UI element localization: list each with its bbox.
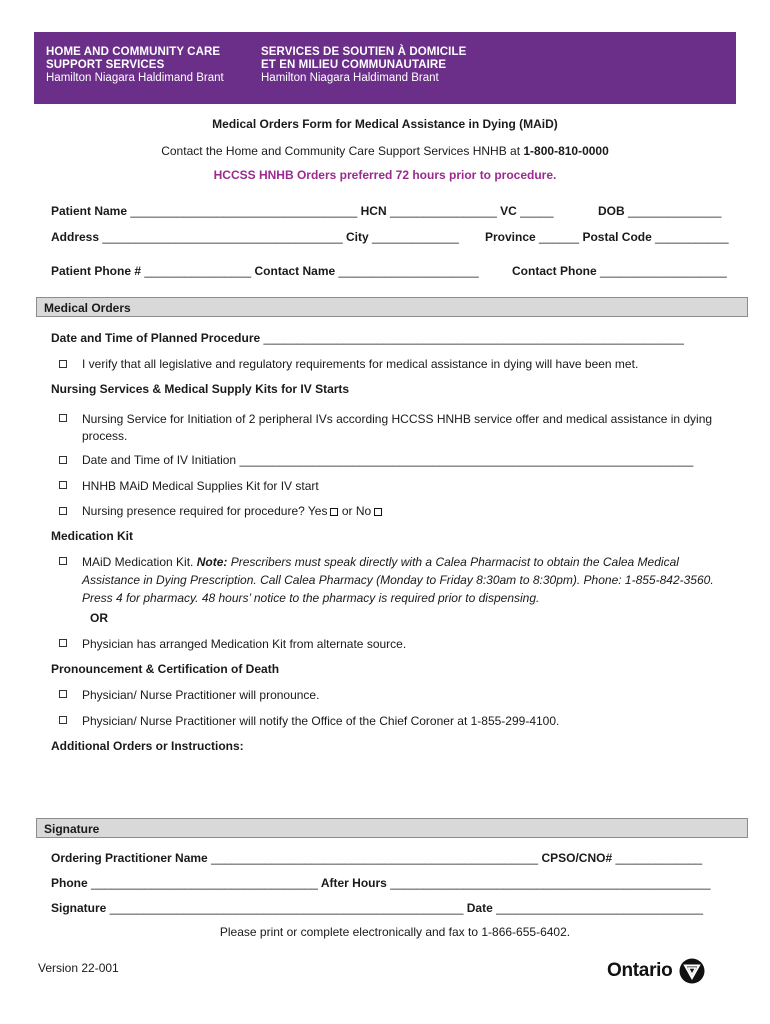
medication-kit-line1 [82, 555, 679, 569]
address-input[interactable]: ____________________________________ [102, 230, 343, 244]
banner-english [46, 46, 224, 85]
practitioner-row [51, 851, 702, 865]
signature-header [36, 818, 748, 838]
preferred-note: HCCSS HNHB Orders preferred 72 hours prior to procedure. [213, 168, 557, 182]
note-line1: Prescribers must speak directly with a Calea Pharmacist to obtain the Calea Medical [227, 555, 679, 569]
verify-checkbox[interactable] [59, 360, 67, 368]
banner-fr-line1: SERVICES DE SOUTIEN À DOMICILE [261, 46, 467, 58]
yes-checkbox[interactable] [330, 508, 338, 516]
ontario-wordmark: Ontario [607, 960, 673, 981]
note-line3: Press 4 for pharmacy. 48 hours’ notice to the pharmacy is required prior to dispensing. [82, 591, 540, 605]
province-row [485, 230, 729, 244]
after-hours-label: After Hours [320, 876, 387, 890]
date-label: Date [466, 901, 493, 915]
nursing-service-checkbox[interactable] [59, 414, 67, 422]
fax-note: Please print or complete electronically and fax to 1-866-655-6402. [219, 925, 571, 939]
signature-row [51, 901, 703, 915]
signature-label: Signature [51, 901, 107, 915]
pronounce-text: Physician/ Nurse Practitioner will pronounce. [82, 688, 320, 702]
banner-en-line1: HOME AND COMMUNITY CARE [46, 46, 221, 58]
supplies-kit-checkbox[interactable] [59, 481, 67, 489]
no-checkbox[interactable] [374, 508, 382, 516]
practitioner-input[interactable]: _________________________________________________ [211, 851, 539, 865]
patient-name-input[interactable]: __________________________________ [130, 204, 358, 218]
contact-phone-input[interactable]: ___________________ [600, 264, 727, 278]
banner-en-line3: Hamilton Niagara Haldimand Brant [46, 72, 224, 84]
contact-phone-label: Contact Phone [512, 264, 597, 278]
city-label: City [345, 230, 369, 244]
nursing-service-line2: process. [82, 429, 128, 443]
note-label: Note: [196, 555, 228, 569]
ontario-logo [607, 958, 705, 984]
dob-label: DOB [598, 204, 625, 218]
pronouncement-heading: Pronouncement & Certification of Death [51, 662, 280, 676]
note-text [197, 555, 679, 569]
alternate-source-text: Physician has arranged Medication Kit from alternate source. [82, 637, 407, 651]
coroner-checkbox[interactable] [59, 716, 67, 724]
planned-procedure-label: Date and Time of Planned Procedure [51, 331, 261, 345]
additional-orders-heading: Additional Orders or Instructions: [51, 739, 244, 753]
additional-orders-area[interactable] [51, 757, 741, 812]
hcn-input[interactable]: ________________ [389, 204, 497, 218]
dob-row [598, 204, 721, 218]
med-kit-label: MAiD Medication Kit. [82, 555, 197, 569]
or-text: OR [90, 611, 108, 625]
phone-sig-input[interactable]: __________________________________ [91, 876, 318, 890]
contact-text: Contact the Home and Community Care Support Services HNHB at [161, 144, 524, 158]
contact-name-label: Contact Name [254, 264, 336, 278]
nursing-presence-text: Nursing presence required for procedure? Yes [82, 504, 328, 518]
province-input[interactable]: ______ [539, 230, 580, 244]
or-no-text: or No [341, 504, 372, 518]
province-label: Province [485, 230, 536, 244]
nursing-presence-checkbox[interactable] [59, 507, 67, 515]
version-label: Version 22-001 [38, 961, 119, 975]
patient-phone-input[interactable]: ________________ [144, 264, 252, 278]
phone-row [51, 264, 479, 278]
verify-text: I verify that all legislative and regulatory requirements for medical assistance in dying will have been met. [82, 357, 639, 371]
signature-title: Signature [44, 822, 100, 836]
iv-initiation-label: Date and Time of IV Initiation [82, 453, 237, 467]
practitioner-label: Ordering Practitioner Name [51, 851, 208, 865]
signature-input[interactable]: _____________________________________________________ [109, 901, 464, 915]
vc-input[interactable]: _____ [520, 204, 554, 218]
planned-procedure-input[interactable]: _______________________________________________________________ [263, 331, 684, 345]
contact-phone-row [512, 264, 727, 278]
header-banner [34, 32, 736, 104]
cpso-input[interactable]: _____________ [615, 851, 703, 865]
supplies-kit-text: HNHB MAiD Medical Supplies Kit for IV start [82, 479, 319, 493]
coroner-text: Physician/ Nurse Practitioner will notify the Office of the Chief Coroner at 1-855-299-4100. [82, 714, 560, 728]
nursing-service-line1: Nursing Service for Initiation of 2 peripheral IVs according HCCSS HNHB service offer and medical assistance in dying [82, 412, 713, 426]
iv-initiation-row [82, 453, 693, 467]
address-row [51, 230, 459, 244]
nursing-heading: Nursing Services & Medical Supply Kits for IV Starts [51, 382, 350, 396]
city-input[interactable]: _____________ [372, 230, 459, 244]
iv-initiation-checkbox[interactable] [59, 456, 67, 464]
banner-fr-line3: Hamilton Niagara Haldimand Brant [261, 72, 439, 84]
date-input[interactable]: _______________________________ [496, 901, 703, 915]
trillium-icon [679, 958, 705, 984]
postal-label: Postal Code [582, 230, 652, 244]
address-label: Address [51, 230, 100, 244]
iv-initiation-input[interactable]: ____________________________________________________________________ [239, 453, 694, 467]
after-hours-input[interactable]: ________________________________________________ [390, 876, 711, 890]
planned-procedure-row [51, 331, 684, 345]
postal-input[interactable]: ___________ [655, 230, 729, 244]
medication-kit-checkbox[interactable] [59, 557, 67, 565]
contact-name-input[interactable]: _____________________ [338, 264, 479, 278]
nursing-presence-row [82, 504, 382, 518]
patient-phone-label: Patient Phone # [51, 264, 142, 278]
banner-en-line2: SUPPORT SERVICES [46, 59, 165, 71]
hcn-label: HCN [360, 204, 387, 218]
medication-heading: Medication Kit [51, 529, 134, 543]
medical-orders-title: Medical Orders [44, 301, 131, 315]
cpso-label: CPSO/CNO# [541, 851, 613, 865]
banner-fr-line2: ET EN MILIEU COMMUNAUTAIRE [261, 59, 447, 71]
medical-orders-header [36, 297, 748, 317]
phone-sig-label: Phone [51, 876, 88, 890]
note-line2: Assistance in Dying Prescription. Call Calea Pharmacy (Monday to Friday 8:30am to 8:30pm). Phone: 1-855-842-3560. [82, 573, 714, 587]
banner-french [261, 46, 466, 85]
vc-label: VC [500, 204, 517, 218]
pronounce-checkbox[interactable] [59, 690, 67, 698]
contact-phone: 1-800-810-0000 [523, 144, 609, 158]
phone-sig-row [51, 876, 711, 890]
form-title: Medical Orders Form for Medical Assistance in Dying (MAiD) [212, 117, 558, 131]
patient-name-row [51, 204, 554, 218]
contact-line [0, 144, 770, 158]
patient-name-label: Patient Name [51, 204, 128, 218]
dob-input[interactable]: ______________ [628, 204, 722, 218]
alternate-source-checkbox[interactable] [59, 639, 67, 647]
